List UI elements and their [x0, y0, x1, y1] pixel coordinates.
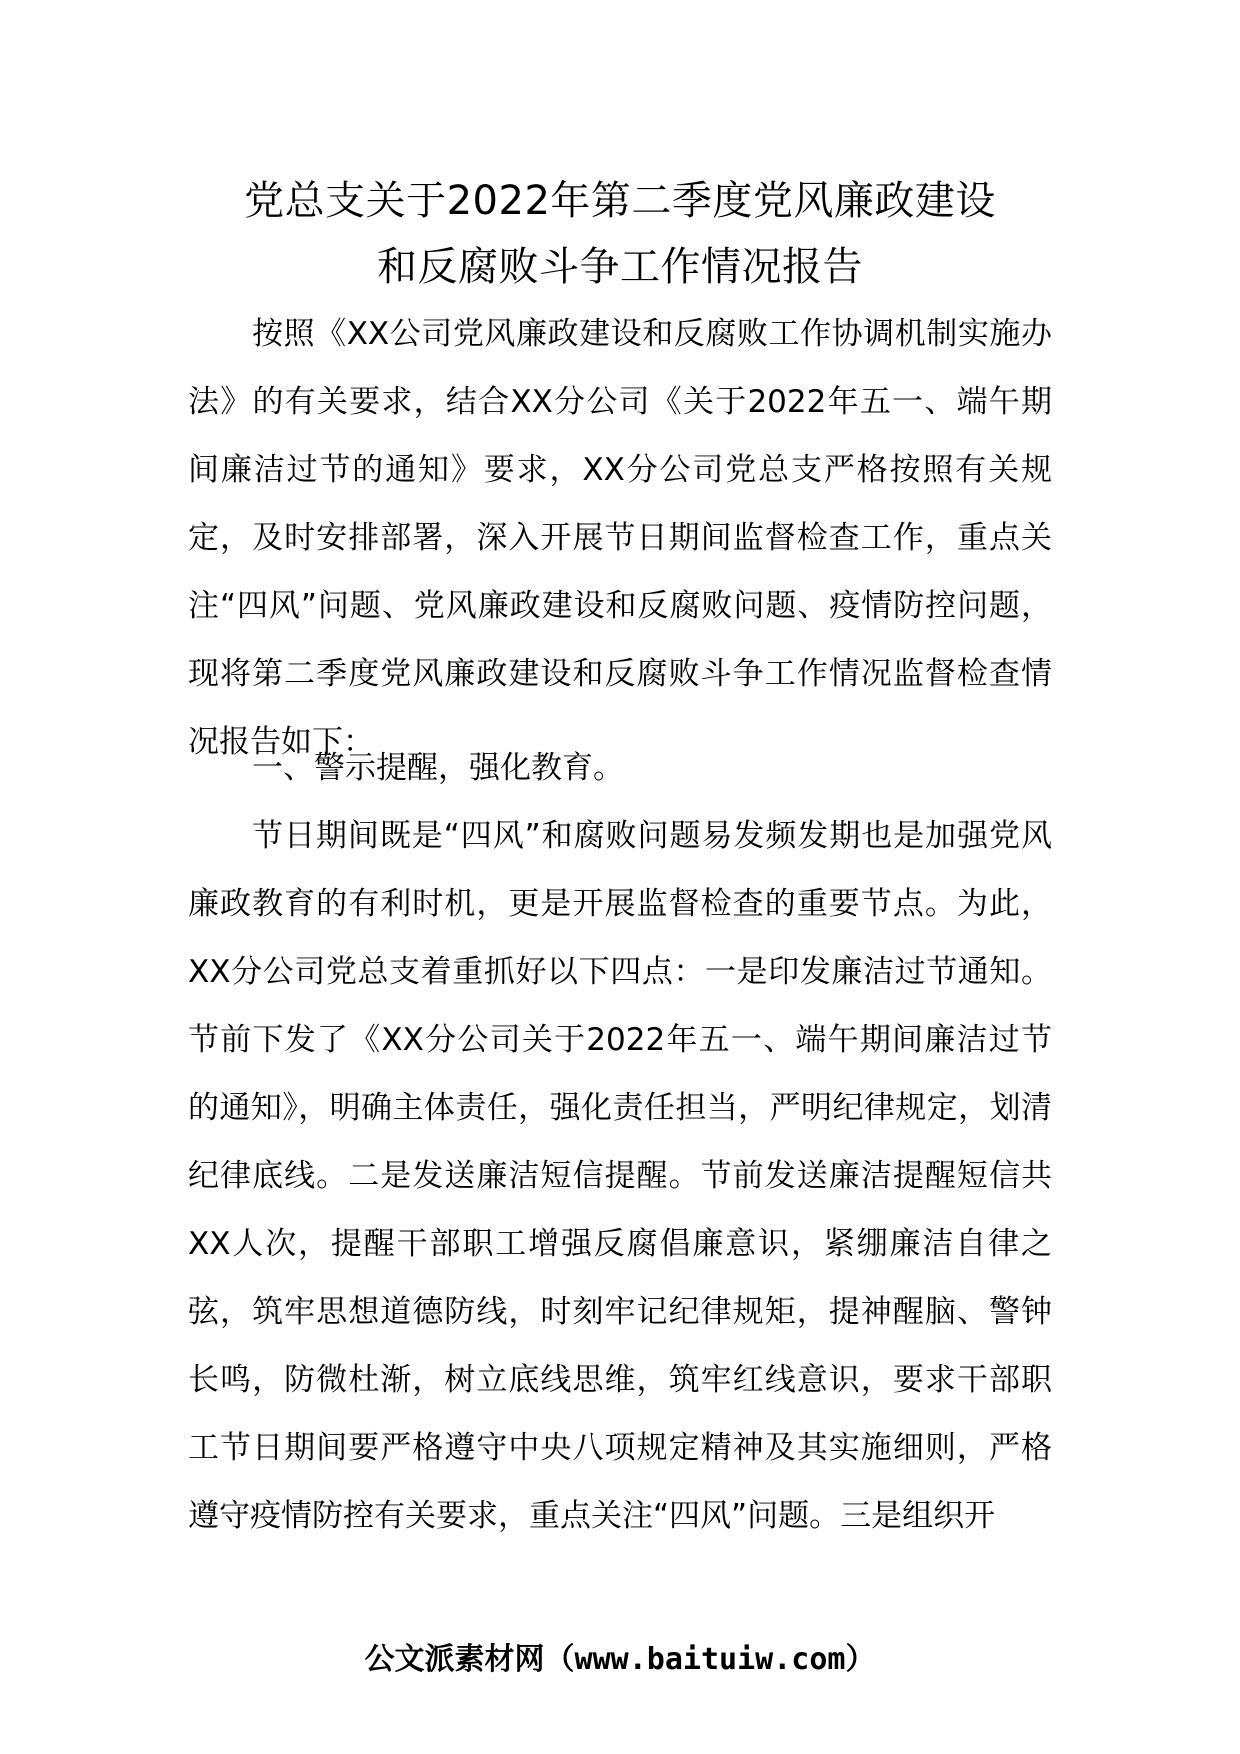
document-title-line-2: 和反腐败斗争工作情况报告 [377, 244, 863, 290]
document-title-line-1: 党总支关于2022年第二季度党风廉政建设 [244, 178, 996, 224]
paragraph-section-1: 节日期间既是“四风”和腐败问题易发频发期也是加强党风廉政教育的有利时机，更是开展监督检查的重要节点。为此，XX分公司党总支着重抓好以下四点：一是印发廉洁过节通知。节前下发了《XX分公司关于2022年五一、端午期间廉洁过节的通知》，明确主体责任，强化责任担当，严明纪律规定，划清纪律底线。二是发送廉洁短信提醒。节前发送廉洁提醒短信共XX人次，提醒干部职工增强反腐倡廉意识，紧绷廉洁自律之弦，筑牢思想道德防线，时刻牢记纪律规矩，提神醒脑、警钟长鸣，防微杜渐，树立底线思维，筑牢红线意识，要求干部职工节日期间要严格遵守中央八项规定精神及其实施细则，严格遵守疫情防控有关要求，重点关注“四风”问题。三是组织开 [188, 818, 1052, 1534]
page-footer [200, 1638, 1040, 1682]
footer-site-name: 公文派素材网 [364, 1642, 545, 1677]
paragraph-intro: 按照《XX公司党风廉政建设和反腐败工作协调机制实施办法》的有关要求，结合XX分公司《关于2022年五一、端午期间廉洁过节的通知》要求，XX分公司党总支严格按照有关规定，及时安排部署，深入开展节日期间监督检查工作，重点关注“四风”问题、党风廉政建设和反腐败问题、疫情防控问题，现将第二季度党风廉政建设和反腐败斗争工作情况监督检查情况报告如下： [188, 316, 1052, 760]
section-heading-1: 一、警示提醒，强化教育。 [252, 750, 624, 786]
footer-site-url: （www.baituiw.com） [544, 1642, 876, 1677]
